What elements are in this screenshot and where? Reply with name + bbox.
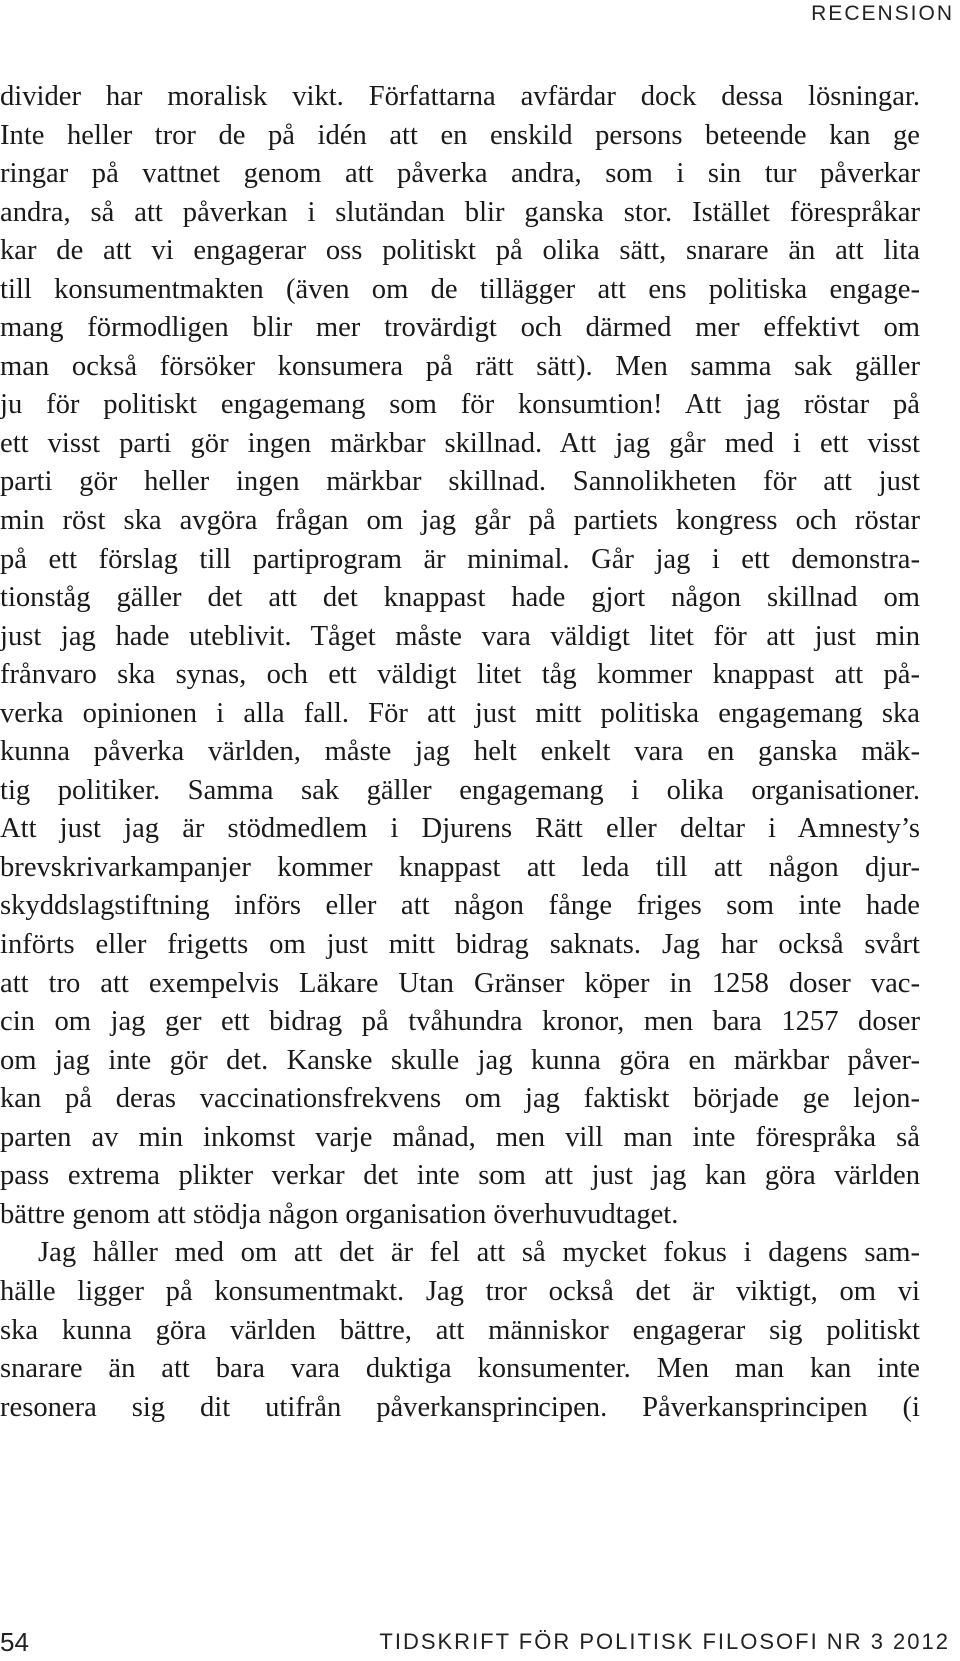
page-number: 54: [0, 1627, 29, 1657]
text-line: om jag inte gör det. Kanske skulle jag kunna göra en märkbar påver-: [0, 1044, 920, 1076]
text-line: införts eller frigetts om just mitt bidrag saknats. Jag har också svårt: [0, 929, 920, 961]
text-line: kunna påverka världen, måste jag helt enkelt vara en ganska mäk-: [0, 736, 920, 768]
text-line: Inte heller tror de på idén att en enskild persons beteende kan ge: [0, 119, 920, 151]
text-line: man också försöker konsumera på rätt sätt). Men samma sak gäller: [0, 350, 920, 382]
text-line: parti gör heller ingen märkbar skillnad. Sannolikheten för att just: [0, 466, 920, 498]
text-line: Jag håller med om att det är fel att så mycket fokus i dagens sam-: [38, 1237, 920, 1269]
running-head: RECENSION: [811, 2, 954, 25]
text-line: pass extrema plikter verkar det inte som att just jag kan göra världen: [0, 1160, 920, 1192]
text-line: ringar på vattnet genom att påverka andra, som i sin tur påverkar: [0, 158, 920, 190]
text-line: kan på deras vaccinationsfrekvens om jag faktiskt började ge lejon-: [0, 1083, 920, 1115]
text-line: snarare än att bara vara duktiga konsumenter. Men man kan inte: [0, 1353, 920, 1385]
text-line: ett visst parti gör ingen märkbar skillnad. Att jag går med i ett visst: [0, 427, 920, 459]
text-line: skyddslagstiftning införs eller att någon fånge friges som inte hade: [0, 890, 920, 922]
text-line: mang förmodligen blir mer trovärdigt och därmed mer effektivt om: [0, 312, 920, 344]
text-line: att tro att exempelvis Läkare Utan Gränser köper in 1258 doser vac-: [0, 967, 920, 999]
text-line: brevskrivarkampanjer kommer knappast att leda till att någon djur-: [0, 851, 920, 883]
text-line: resonera sig dit utifrån påverkansprincipen. Påverkansprincipen (i: [0, 1391, 920, 1423]
journal-title: TIDSKRIFT FÖR POLITISK FILOSOFI NR 3 2012: [379, 1629, 950, 1654]
text-line: ju för politiskt engagemang som för konsumtion! Att jag röstar på: [0, 389, 920, 421]
article-body: [0, 78, 920, 1427]
text-line: Att just jag är stödmedlem i Djurens Rätt eller deltar i Amnesty’s: [0, 813, 920, 845]
text-line: cin om jag ger ett bidrag på tvåhundra kronor, men bara 1257 doser: [0, 1006, 920, 1038]
text-line: divider har moralisk vikt. Författarna avfärdar dock dessa lösningar.: [0, 81, 920, 112]
text-line: tionståg gäller det att det knappast hade gjort någon skillnad om: [0, 582, 920, 614]
text-line: verka opinionen i alla fall. För att just mitt politiska engagemang ska: [0, 697, 920, 729]
text-line: på ett förslag till partiprogram är minimal. Går jag i ett demonstra-: [0, 543, 920, 575]
text-line: min röst ska avgöra frågan om jag går på partiets kongress och röstar: [0, 505, 920, 537]
text-line: just jag hade uteblivit. Tåget måste vara väldigt litet för att just min: [0, 620, 920, 652]
text-line: ska kunna göra världen bättre, att människor engagerar sig politiskt: [0, 1314, 920, 1346]
text-line: frånvaro ska synas, och ett väldigt litet tåg kommer knappast att på-: [0, 659, 920, 691]
text-line: andra, så att påverkan i slutändan blir ganska stor. Istället förespråkar: [0, 196, 920, 228]
text-line: parten av min inkomst varje månad, men vill man inte förespråka så: [0, 1121, 920, 1153]
paragraph-2: [0, 1234, 920, 1427]
text-line: hälle ligger på konsumentmakt. Jag tror också det är viktigt, om vi: [0, 1275, 920, 1307]
text-line: tig politiker. Samma sak gäller engagemang i olika organisationer.: [0, 774, 920, 806]
text-line: kar de att vi engagerar oss politiskt på olika sätt, snarare än att lita: [0, 235, 920, 267]
text-line: bättre genom att stödja någon organisation överhuvudtaget.: [0, 1198, 679, 1230]
text-line: till konsumentmakten (även om de tillägger att ens politiska engage-: [0, 273, 920, 305]
paragraph-1: [0, 78, 920, 1234]
